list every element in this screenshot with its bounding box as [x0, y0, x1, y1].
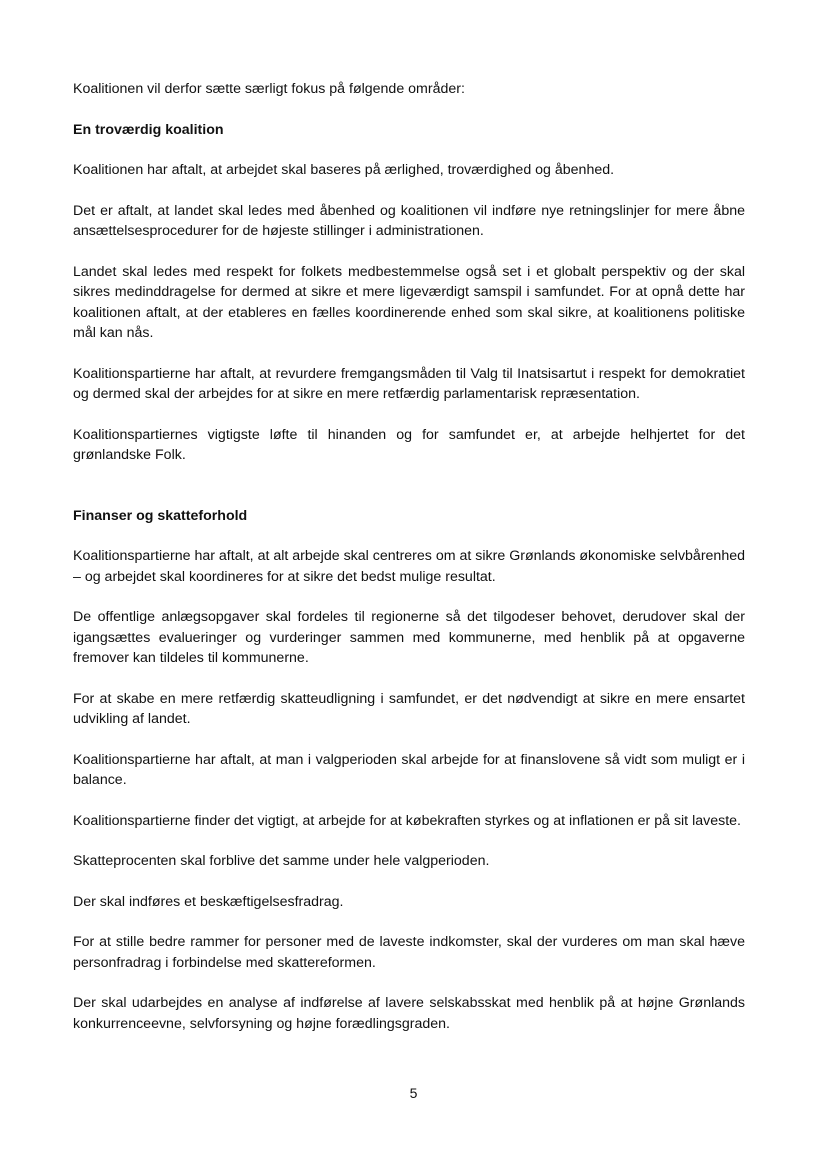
page-number: 5 — [409, 1085, 418, 1101]
paragraph: Koalitionspartierne har aftalt, at revurdere fremgangsmåden til Valg til Inatsisartut i respekt for demokratiet og dermed skal der arbejdes for at sikre en mere retfærdig parlamentarisk repræsentation. — [73, 365, 745, 402]
document-page — [73, 79, 745, 1054]
paragraph: De offentlige anlægsopgaver skal fordeles til regionerne så det tilgodeser behovet, derudover skal der igangsættes evalueringer og vurderinger sammen med kommunerne, med henblik på at opgaverne fremover kan tildeles til kommunerne. — [73, 609, 745, 666]
paragraph: Koalitionspartiernes vigtigste løfte til hinanden og for samfundet er, at arbejde helhjertet for det grønlandske Folk. — [73, 426, 745, 463]
intro-paragraph: Koalitionen vil derfor sætte særligt fokus på følgende områder: — [73, 81, 465, 97]
section-heading-finances-taxes: Finanser og skatteforhold — [73, 507, 248, 524]
paragraph: Koalitionen har aftalt, at arbejdet skal baseres på ærlighed, troværdighed og åbenhed. — [73, 162, 615, 178]
paragraph: Koalitionspartierne har aftalt, at man i valgperioden skal arbejde for at finanslovene så vidt som muligt er i balance. — [73, 751, 745, 788]
section-heading-trustworthy-coalition: En troværdig koalition — [73, 121, 224, 138]
paragraph: Der skal indføres et beskæftigelsesfradrag. — [73, 893, 344, 910]
paragraph: For at skabe en mere retfærdig skatteudligning i samfundet, er det nødvendigt at sikre en mere ensartet udvikling af landet. — [73, 690, 745, 727]
paragraph: For at stille bedre rammer for personer med de laveste indkomster, skal der vurderes om man skal hæve personfradrag i forbindelse med skattereformen. — [73, 934, 745, 971]
paragraph: Koalitionspartierne har aftalt, at alt arbejde skal centreres om at sikre Grønlands økonomiske selvbårenhed – og arbejdet skal koordineres for at sikre det bedst mulige resultat. — [73, 548, 745, 585]
paragraph: Der skal udarbejdes en analyse af indførelse af lavere selskabsskat med henblik på at højne Grønlands konkurrenceevne, selvforsyning og højne forædlingsgraden. — [73, 995, 745, 1032]
paragraph: Landet skal ledes med respekt for folkets medbestemmelse også set i et globalt perspektiv og der skal sikres medinddragelse for dermed at sikre et mere ligeværdigt samspil i samfundet. For at opnå dette har koalitionen aftalt, at der etableres en fælles koordinerende enhed som skal sikre, at koalitionens politiske mål kan nås. — [73, 263, 745, 341]
paragraph: Skatteprocenten skal forblive det samme under hele valgperioden. — [73, 853, 490, 869]
paragraph: Koalitionspartierne finder det vigtigt, at arbejde for at købekraften styrkes og at inflationen er på sit laveste. — [73, 812, 741, 829]
paragraph: Det er aftalt, at landet skal ledes med åbenhed og koalitionen vil indføre nye retningslinjer for mere åbne ansættelsesprocedurer for de højeste stillinger i administrationen. — [73, 202, 745, 239]
